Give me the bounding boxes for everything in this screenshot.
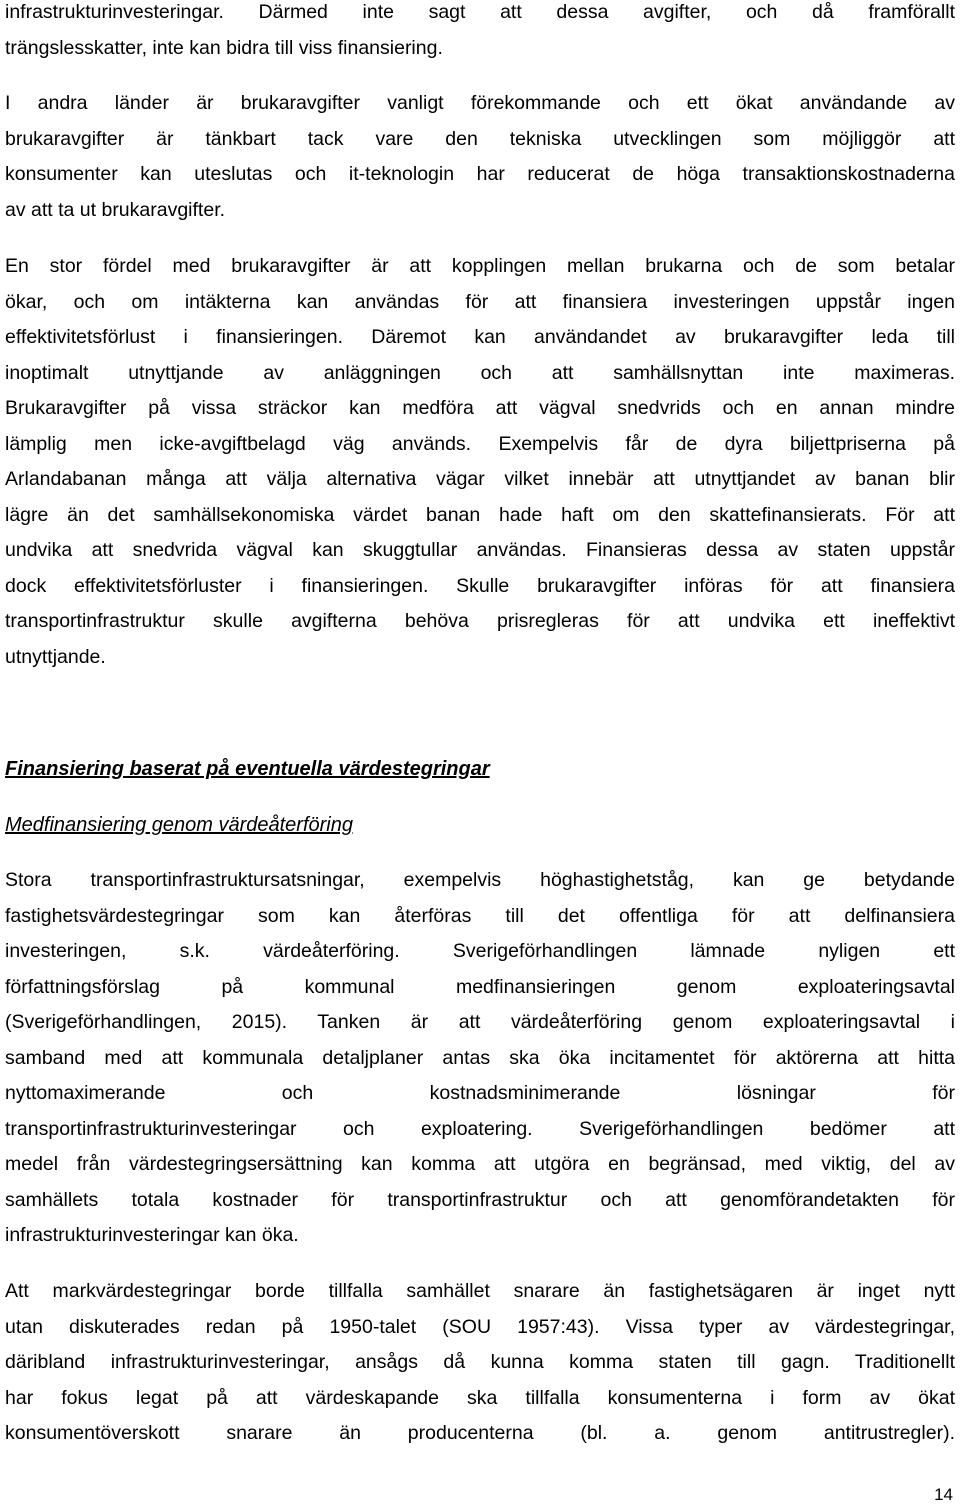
- paragraph-user-fees-other-countries: [5, 86, 955, 228]
- text-line: Brukaravgifter på vissa sträckor kan medföra att vägval snedvrids och en annan mindre: [5, 397, 955, 419]
- paragraph-financing-intro-continued: [5, 0, 955, 66]
- text-line: däribland infrastrukturinvesteringar, ansågs då kunna komma staten till gagn. Traditionellt: [5, 1351, 955, 1373]
- text-line: trängslesskatter, inte kan bidra till viss finansiering.: [5, 36, 443, 59]
- text-line: brukaravgifter är tänkbart tack vare den tekniska utvecklingen som möjliggör att: [5, 127, 955, 150]
- text-line: medel från värdestegringsersättning kan komma att utgöra en begränsad, med viktig, del av: [5, 1153, 955, 1175]
- text-line: transportinfrastrukturinvesteringar och exploatering. Sverigeförhandlingen bedömer att: [5, 1117, 955, 1140]
- page-number: 14: [934, 1485, 953, 1504]
- text-line: infrastrukturinvesteringar kan öka.: [5, 1224, 299, 1246]
- text-line: inoptimalt utnyttjande av anläggningen och att samhällsnyttan inte maximeras.: [5, 361, 955, 384]
- text-line: transportinfrastruktur skulle avgifterna behöva prisregleras för att undvika ett ineffektivt: [5, 610, 955, 632]
- text-line: konsumentöverskott snarare än producenterna (bl. a. genom antitrustregler).: [5, 1422, 955, 1444]
- text-line: investeringen, s.k. värdeåterföring. Sverigeförhandlingen lämnade nyligen ett: [5, 940, 955, 962]
- text-line: infrastrukturinvesteringar. Därmed inte sagt att dessa avgifter, och då framförallt: [5, 1, 955, 23]
- text-line: utan diskuterades redan på 1950-talet (SOU 1957:43). Vissa typer av värdestegringar,: [5, 1315, 955, 1338]
- text-line: En stor fördel med brukaravgifter är att kopplingen mellan brukarna och de som betalar: [5, 255, 955, 277]
- text-line: undvika att snedvrida vägval kan skuggtullar användas. Finansieras dessa av staten uppstår: [5, 539, 955, 561]
- text-line: lämplig men icke-avgiftbelagd väg används. Exempelvis får de dyra biljettpriserna på: [5, 432, 955, 455]
- text-line: samband med att kommunala detaljplaner antas ska öka incitamentet för aktörerna att hitta: [5, 1046, 955, 1069]
- text-line: effektivitetsförlust i finansieringen. Däremot kan användandet av brukaravgifter leda till: [5, 326, 955, 348]
- text-line: I andra länder är brukaravgifter vanligt förekommande och ett ökat användande av: [5, 92, 955, 114]
- text-line: har fokus legat på att värdeskapande ska tillfalla konsumenterna i form av ökat: [5, 1386, 955, 1409]
- text-line: (Sverigeförhandlingen, 2015). Tanken är att värdeåterföring genom exploateringsavtal i: [5, 1011, 955, 1033]
- paragraph-value-capture: [5, 863, 955, 1254]
- text-line: fastighetsvärdestegringar som kan återföras till det offentliga för att delfinansiera: [5, 904, 955, 927]
- text-line: konsumenter kan uteslutas och it-teknologin har reducerat de höga transaktionskostnaderna: [5, 163, 955, 185]
- subsection-heading: Medfinansiering genom värdeåterföring: [5, 814, 353, 836]
- text-line: samhällets totala kostnader för transportinfrastruktur och att genomförandetakten för: [5, 1188, 955, 1211]
- text-line: av att ta ut brukaravgifter.: [5, 198, 226, 221]
- text-line: Stora transportinfrastruktursatsningar, exempelvis höghastighetståg, kan ge betydande: [5, 869, 955, 891]
- text-line: lägre än det samhällsekonomiska värdet banan hade haft om den skattefinansierats. För att: [5, 503, 955, 526]
- section-heading: Finansiering baserat på eventuella värdestegringar: [5, 758, 490, 780]
- text-line: Att markvärdestegringar borde tillfalla samhället snarare än fastighetsägaren är inget nytt: [5, 1280, 955, 1302]
- paragraph-land-value-history: [5, 1274, 955, 1452]
- text-line: ökar, och om intäkterna kan användas för att finansiera investeringen uppstår ingen: [5, 290, 955, 313]
- text-line: dock effektivitetsförluster i finansieringen. Skulle brukaravgifter införas för att finansiera: [5, 574, 955, 597]
- paragraph-user-fees-advantages: [5, 249, 955, 675]
- text-line: Arlandabanan många att välja alternativa vägar vilket innebär att utnyttjandet av banan blir: [5, 468, 955, 490]
- text-line: författningsförslag på kommunal medfinansieringen genom exploateringsavtal: [5, 975, 955, 998]
- text-line: utnyttjande.: [5, 645, 106, 668]
- text-line: nyttomaximerande och kostnadsminimerande lösningar för: [5, 1082, 955, 1104]
